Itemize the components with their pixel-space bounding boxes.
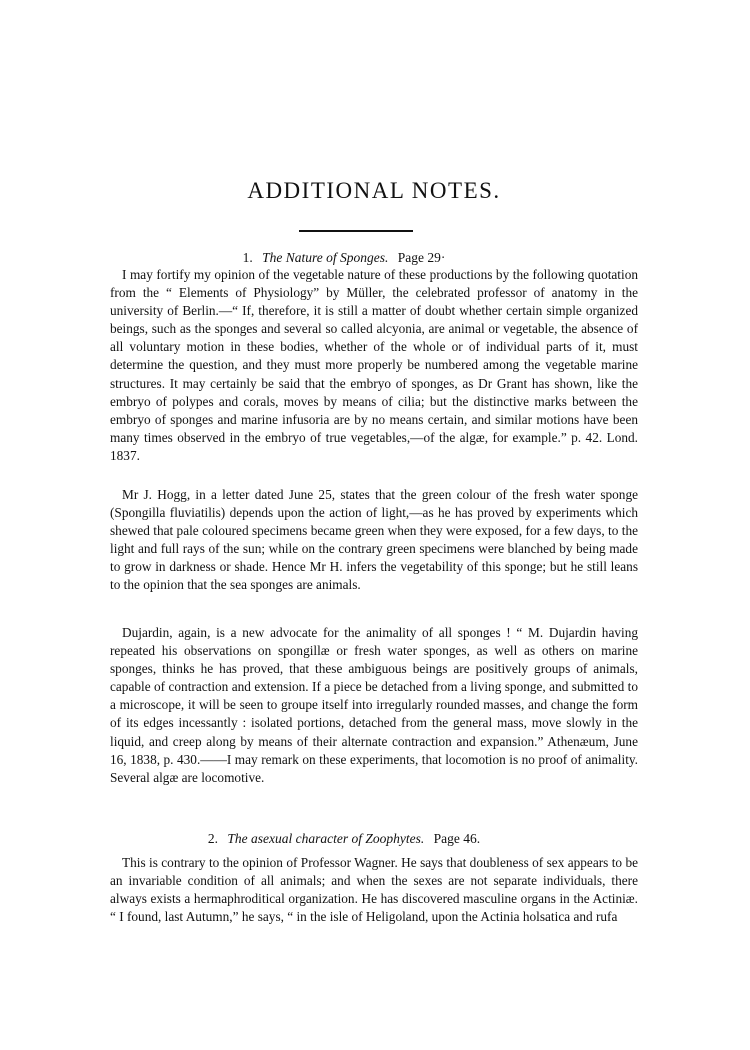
paragraph-wagner: This is contrary to the opinion of Professor Wagner. He says that doubleness of sex appears to be an invariable condition of all animals; and when the sexes are not separate individuals, there always exists a hermaphroditical organization. He has discovered masculine organs in the Actiniæ. “ I found, last Autumn,” he says, “ in the isle of Heligoland, upon the Actinia holsatica and rufa (110, 855, 638, 925)
title-rule (299, 230, 413, 232)
section-number: 2. (207, 831, 218, 846)
section-heading-asexual-character (80, 831, 608, 847)
section-number: 1. (242, 250, 253, 265)
paragraph-dujardin: Dujardin, again, is a new advocate for the animality of all sponges ! “ M. Dujardin having repeated his observations on spongillæ or fresh water sponges, as well as others on marine sponges, thinks he has proved, that these ambiguous beings are positively groups of animals, capable of contraction and extension. If a piece be detached from a living sponge, and submitted to a microscope, it will be seen to groupe itself into irregularly rounded masses, and change the form of its edges incessantly : isolated portions, detached from the general mass, move slowly in the liquid, and creep along by means of their alternate contraction and expansion.” Athenæum, June 16, 1838, p. 430.——I may remark on these experiments, that locomotion is no proof of animality. Several algæ are locomotive. (110, 625, 638, 785)
section-page-ref: Page 46. (433, 831, 481, 846)
paragraph-hogg-letter: Mr J. Hogg, in a letter dated June 25, states that the green colour of the fresh water sponge (Spongilla fluviatilis) depends upon the action of light,—as he has proved by experiments which shewed that pale coloured specimens became green when they were exposed, for a few days, to the light and full rays of the sun; while on the contrary green specimens were blanched by being made to grow in darkness or shade. Hence Mr H. infers the vegetability of this sponge; but he still leans to the opinion that the sea sponges are animals. (110, 487, 638, 593)
section-name: The asexual character of Zoophytes. (227, 831, 425, 846)
page-title: ADDITIONAL NOTES. (247, 178, 501, 203)
section-name: The Nature of Sponges. (262, 250, 389, 265)
section-heading-nature-of-sponges (80, 250, 608, 266)
book-page (110, 0, 638, 1050)
section-page-ref: Page 29· (397, 250, 446, 265)
paragraph-muller-quotation: I may fortify my opinion of the vegetable nature of these productions by the following quotation from the “ Elements of Physiology” by Müller, the celebrated professor of anatomy in the university of Berlin.—“ If, therefore, it is still a matter of doubt whether certain simple organized beings, such as the sponges and several so called alcyonia, are animal or vegetable, the absence of all voluntary motion in these bodies, whether of the whole or of individual parts of it, must determine the question, and they must more properly be numbered among the vegetable marine structures. It may certainly be said that the embryo of sponges, as Dr Grant has shown, like the embryo of polypes and corals, moves by means of cilia; but the distinctive marks between the embryo of sponges and marine infusoria are by no means certain, and similar motions have been many times observed in the embryo of true vegetables,—of the algæ, for example.” p. 42. Lond. 1837. (110, 267, 638, 463)
